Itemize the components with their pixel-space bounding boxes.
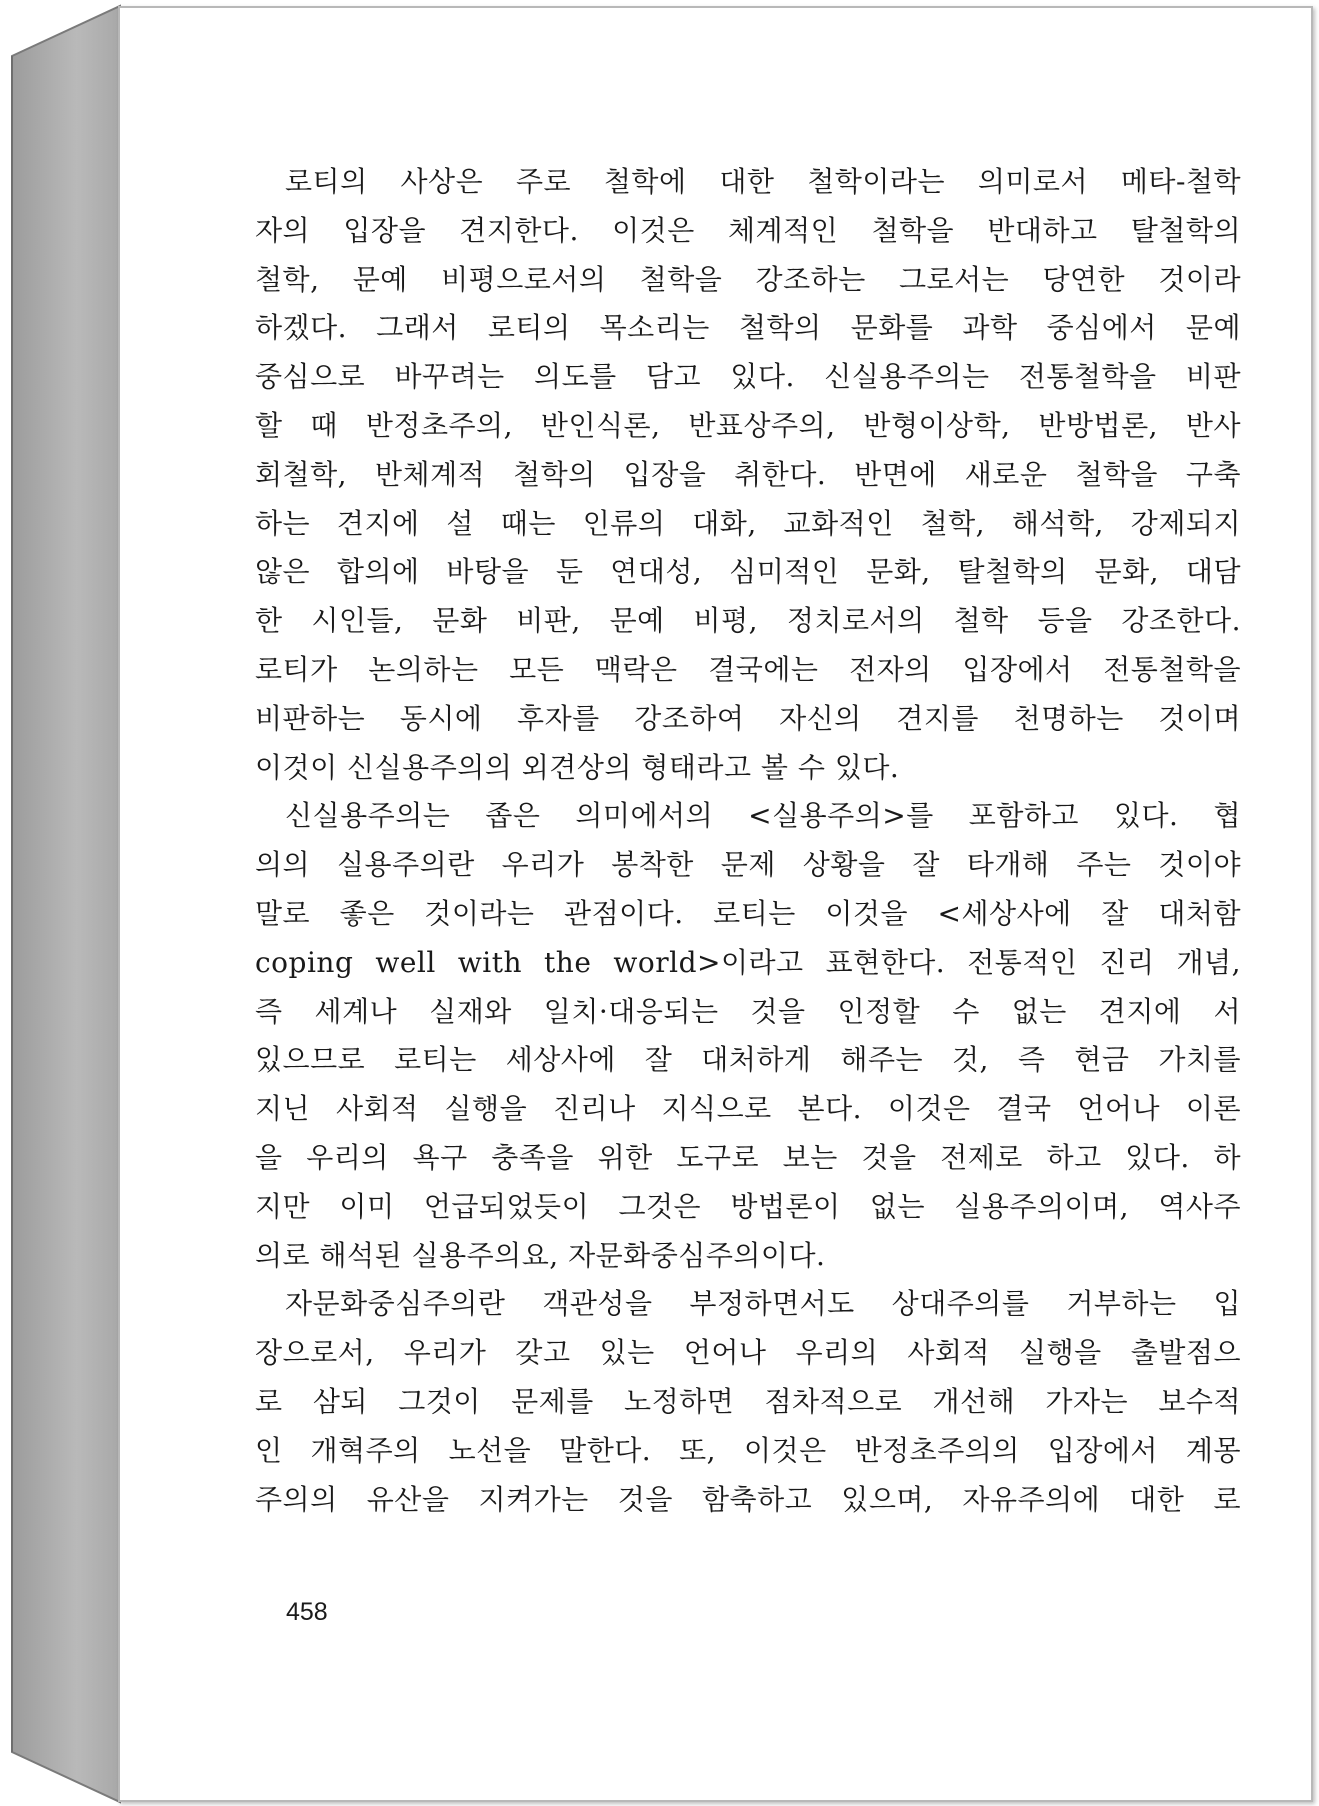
text-line: 자문화중심주의란 객관성을 부정하면서도 상대주의를 거부하는 입 xyxy=(285,1287,1241,1321)
text-line: coping well with the world>이라고 표현한다. 전통적인 진리 개념, xyxy=(255,945,1241,979)
text-line: 을 우리의 욕구 충족을 위한 도구로 보는 것을 전제로 하고 있다. 하 xyxy=(255,1140,1241,1174)
text-line: 지만 이미 언급되었듯이 그것은 방법론이 없는 실용주의이며, 역사주 xyxy=(255,1189,1241,1223)
text-line: 로 삼되 그것이 문제를 노정하면 점차적으로 개선해 가자는 보수적 xyxy=(255,1384,1241,1418)
text-line: 장으로서, 우리가 갖고 있는 언어나 우리의 사회적 실행을 출발점으 xyxy=(255,1336,1241,1370)
paragraph-3 xyxy=(255,1280,1241,1524)
book-spine xyxy=(0,0,130,1806)
text-line: 회철학, 반체계적 철학의 입장을 취한다. 반면에 새로운 철학을 구축 xyxy=(255,457,1241,491)
text-line: 한 시인들, 문화 비판, 문예 비평, 정치로서의 철학 등을 강조한다. xyxy=(255,604,1241,638)
text-line: 비판하는 동시에 후자를 강조하여 자신의 견지를 천명하는 것이며 xyxy=(255,701,1241,735)
page-number: 458 xyxy=(286,1598,328,1626)
text-line: 주의의 유산을 지켜가는 것을 함축하고 있으며, 자유주의에 대한 로 xyxy=(255,1482,1241,1516)
paragraph-2 xyxy=(255,792,1241,1280)
text-line: 즉 세계나 실재와 일치·대응되는 것을 인정할 수 없는 견지에 서 xyxy=(255,994,1241,1028)
text-line: 하겠다. 그래서 로티의 목소리는 철학의 문화를 과학 중심에서 문예 xyxy=(255,311,1241,345)
text-line: 의의 실용주의란 우리가 봉착한 문제 상황을 잘 타개해 주는 것이야 xyxy=(255,848,1241,882)
text-line: 말로 좋은 것이라는 관점이다. 로티는 이것을 <세상사에 잘 대처함 xyxy=(255,896,1241,930)
text-line: 지닌 사회적 실행을 진리나 지식으로 본다. 이것은 결국 언어나 이론 xyxy=(255,1092,1241,1126)
text-line: 로티의 사상은 주로 철학에 대한 철학이라는 의미로서 메타-철학 xyxy=(285,165,1241,198)
text-line: 하는 견지에 설 때는 인류의 대화, 교화적인 철학, 해석학, 강제되지 xyxy=(255,506,1241,540)
book-page xyxy=(118,6,1313,1802)
text-line: 의로 해석된 실용주의요, 자문화중심주의이다. xyxy=(255,1238,826,1272)
text-line: 중심으로 바꾸려는 의도를 담고 있다. 신실용주의는 전통철학을 비판 xyxy=(255,360,1241,394)
paragraph-1 xyxy=(255,158,1241,792)
text-line: 로티가 논의하는 모든 맥락은 결국에는 전자의 입장에서 전통철학을 xyxy=(255,652,1241,686)
text-line: 할 때 반정초주의, 반인식론, 반표상주의, 반형이상학, 반방법론, 반사 xyxy=(255,408,1241,442)
body-text xyxy=(255,158,1241,1524)
text-line: 있으므로 로티는 세상사에 잘 대처하게 해주는 것, 즉 현금 가치를 xyxy=(255,1043,1241,1077)
text-line: 신실용주의는 좁은 의미에서의 <실용주의>를 포함하고 있다. 협 xyxy=(285,799,1241,833)
text-line: 철학, 문예 비평으로서의 철학을 강조하는 그로서는 당연한 것이라 xyxy=(255,262,1241,296)
text-line: 이것이 신실용주의의 외견상의 형태라고 볼 수 있다. xyxy=(255,750,900,784)
text-line: 자의 입장을 견지한다. 이것은 체계적인 철학을 반대하고 탈철학의 xyxy=(255,213,1241,247)
text-line: 인 개혁주의 노선을 말한다. 또, 이것은 반정초주의의 입장에서 계몽 xyxy=(255,1433,1241,1467)
text-line: 않은 합의에 바탕을 둔 연대성, 심미적인 문화, 탈철학의 문화, 대담 xyxy=(255,555,1241,589)
